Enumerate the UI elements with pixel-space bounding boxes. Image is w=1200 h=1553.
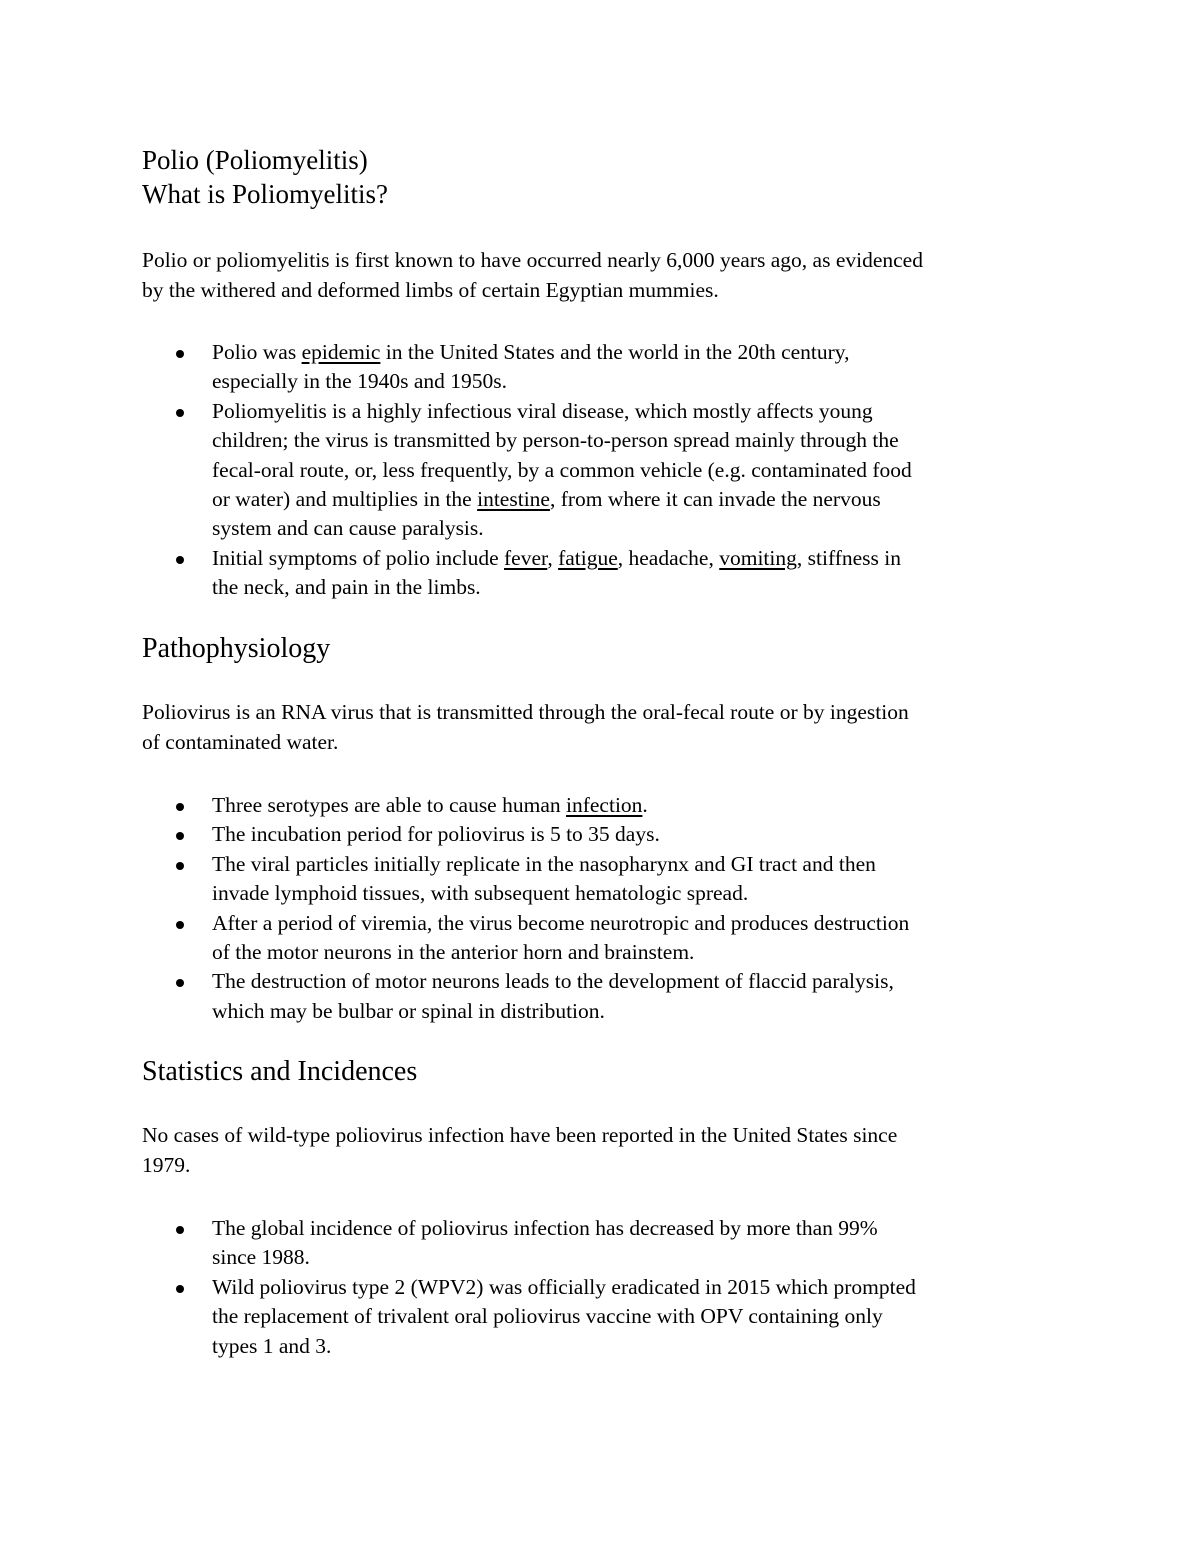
bullet-line: After a period of viremia, the virus become neurotropic and produces destruction	[212, 910, 910, 935]
statistics-line-2: 1979.	[142, 1153, 191, 1177]
bullet-icon	[176, 803, 184, 811]
bullet-text: or water) and multiplies in the	[212, 487, 478, 512]
bullet-line	[212, 791, 1072, 820]
link-epidemic[interactable]: epidemic	[301, 340, 381, 364]
link-fatigue[interactable]: fatigue	[558, 545, 618, 570]
bullet-line: the replacement of trivalent oral poliovirus vaccine with OPV containing only	[212, 1304, 883, 1329]
bullet-text: .	[642, 793, 648, 817]
bullet-line: types 1 and 3.	[212, 1333, 332, 1358]
list-item	[142, 1273, 1072, 1361]
bullet-line	[212, 485, 1072, 514]
intro-line-1: Polio or poliomyelitis is first known to have occurred nearly 6,000 years ago, as evidenced	[142, 248, 923, 272]
bullet-icon	[176, 832, 184, 840]
bullet-line: children; the virus is transmitted by person-to-person spread mainly through the	[212, 428, 899, 453]
bullet-icon	[176, 409, 184, 417]
list-item	[142, 338, 1072, 397]
list-item	[142, 850, 1072, 909]
bullet-line: The viral particles initially replicate in the nasopharynx and GI tract and then	[212, 851, 876, 876]
bullet-line: especially in the 1940s and 1950s.	[212, 369, 507, 394]
link-intestine[interactable]: intestine	[477, 487, 550, 512]
bullet-text: Polio was	[212, 340, 302, 364]
bullet-icon	[176, 556, 184, 564]
bullet-text: , stiffness in	[796, 545, 902, 570]
list-item	[142, 1214, 1072, 1273]
pathophysiology-line-1: Poliovirus is an RNA virus that is transmitted through the oral-fecal route or by ingestion	[142, 700, 909, 724]
intro-bullet-list	[142, 338, 1072, 603]
bullet-line: invade lymphoid tissues, with subsequent hematologic spread.	[212, 881, 749, 906]
pathophysiology-paragraph	[142, 697, 1072, 757]
bullet-line: The incubation period for poliovirus is 5 to 35 days.	[212, 822, 660, 847]
list-item	[142, 967, 1072, 1026]
bullet-line: of the motor neurons in the anterior horn and brainstem.	[212, 940, 695, 965]
bullet-text: , from where it can invade the nervous	[549, 487, 881, 512]
list-item	[142, 820, 1072, 849]
link-vomiting[interactable]: vomiting	[719, 545, 797, 570]
list-item	[142, 397, 1072, 544]
bullet-line: The destruction of motor neurons leads to the development of flaccid paralysis,	[212, 969, 894, 994]
intro-paragraph	[142, 245, 1072, 305]
bullet-line: Poliomyelitis is a highly infectious viral disease, which mostly affects young	[212, 398, 873, 423]
bullet-line: Wild poliovirus type 2 (WPV2) was officially eradicated in 2015 which prompted	[212, 1274, 916, 1299]
bullet-line	[212, 338, 1072, 367]
bullet-line: system and can cause paralysis.	[212, 516, 484, 541]
title-block	[142, 143, 1082, 211]
bullet-line: since 1988.	[212, 1245, 310, 1270]
list-item	[142, 544, 1072, 603]
statistics-line-1: No cases of wild-type poliovirus infection have been reported in the United States since	[142, 1123, 898, 1147]
bullet-icon	[176, 979, 184, 987]
statistics-heading: Statistics and Incidences	[142, 1056, 418, 1087]
document-subtitle: What is Poliomyelitis?	[142, 179, 388, 209]
link-fever[interactable]: fever	[504, 545, 548, 570]
bullet-text: Initial symptoms of polio include	[212, 545, 505, 570]
bullet-text: , headache,	[617, 545, 720, 570]
bullet-text: Three serotypes are able to cause human	[212, 793, 566, 817]
list-item	[142, 791, 1072, 820]
pathophysiology-line-2: of contaminated water.	[142, 730, 339, 754]
bullet-line: fecal-oral route, or, less frequently, by a common vehicle (e.g. contaminated food	[212, 457, 912, 482]
bullet-icon	[176, 350, 184, 358]
link-infection[interactable]: infection	[566, 793, 643, 817]
pathophysiology-heading: Pathophysiology	[142, 633, 331, 664]
bullet-icon	[176, 1226, 184, 1234]
statistics-paragraph	[142, 1120, 1072, 1180]
bullet-line: the neck, and pain in the limbs.	[212, 575, 481, 600]
bullet-icon	[176, 862, 184, 870]
bullet-icon	[176, 921, 184, 929]
bullet-text: in the United States and the world in the 20th century,	[380, 340, 850, 364]
bullet-icon	[176, 1285, 184, 1293]
intro-line-2: by the withered and deformed limbs of certain Egyptian mummies.	[142, 278, 719, 302]
pathophysiology-bullet-list	[142, 791, 1072, 1026]
bullet-text: ,	[547, 545, 559, 570]
list-item	[142, 909, 1072, 968]
statistics-bullet-list	[142, 1214, 1072, 1361]
document-title: Polio (Poliomyelitis)	[142, 145, 368, 175]
bullet-line: which may be bulbar or spinal in distribution.	[212, 998, 605, 1023]
bullet-line	[212, 544, 1072, 573]
bullet-line: The global incidence of poliovirus infection has decreased by more than 99%	[212, 1216, 878, 1240]
